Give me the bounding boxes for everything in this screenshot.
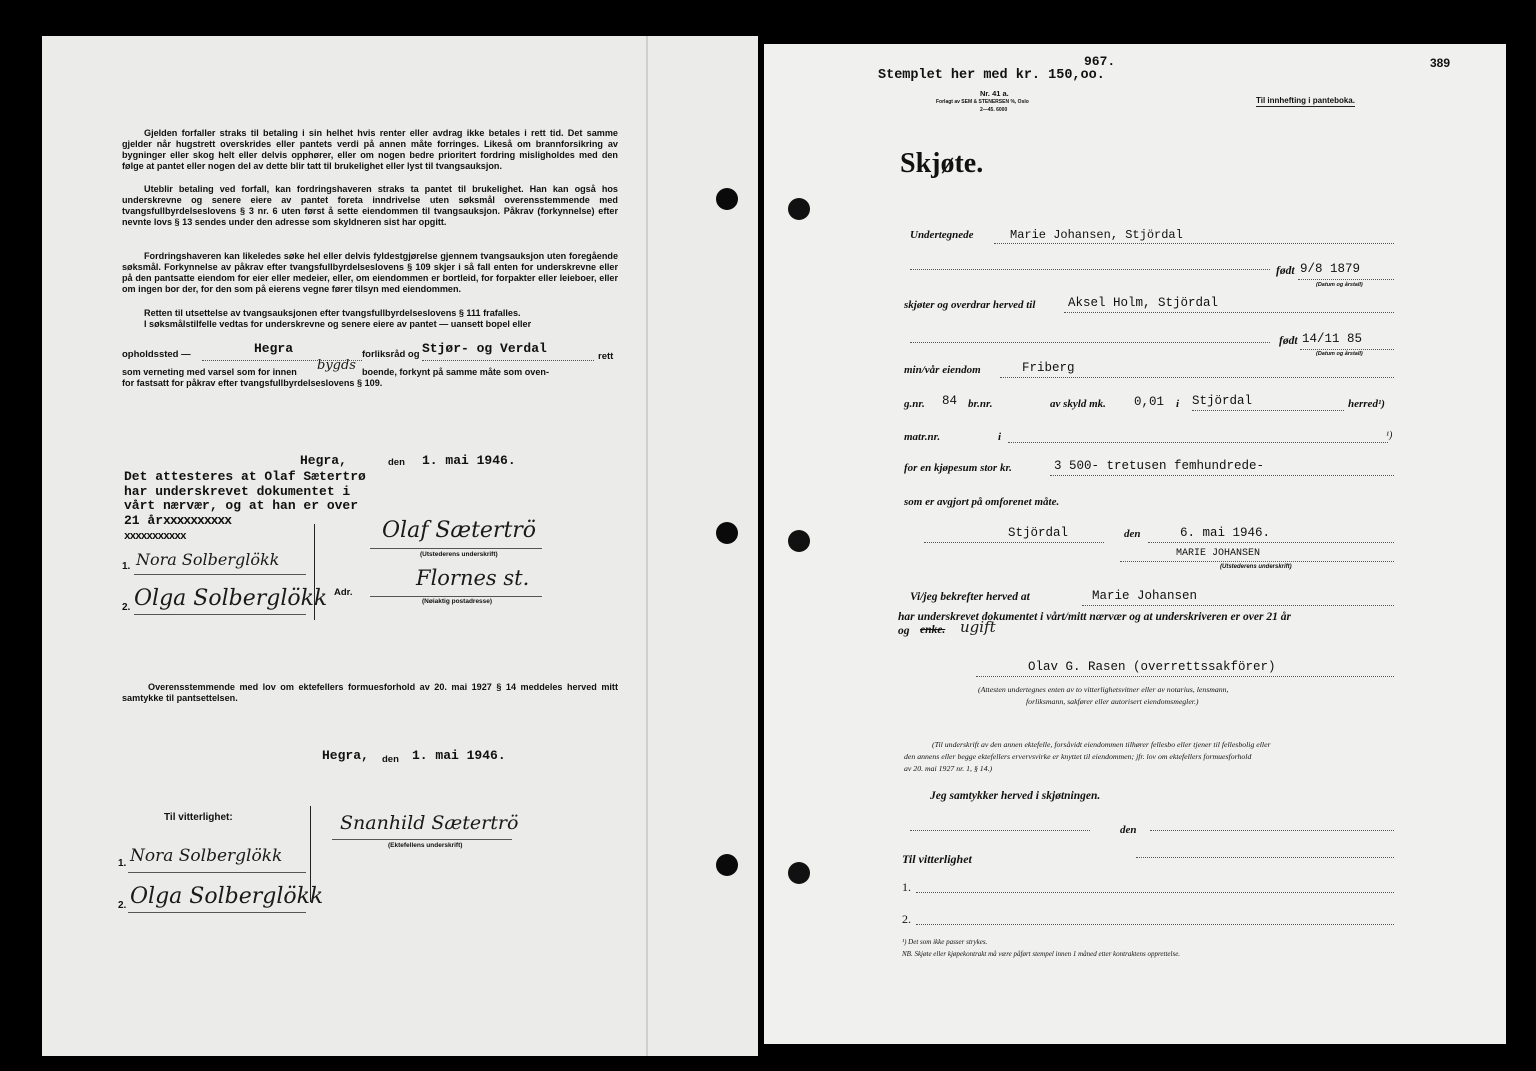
transfer-label: skjøter og overdrar herved til <box>904 299 1036 311</box>
binder-hole <box>716 854 738 876</box>
witness-2-num: 2. <box>122 602 131 613</box>
issuer-caption: (Utstederens underskrift) <box>420 551 498 558</box>
skyld-label: av skyld mk. <box>1050 398 1106 410</box>
place-2: Hegra, <box>322 748 369 763</box>
spouse-note-2: den annens eller begge ektefellers ervervsvirke er knyttet til eiendommen; jfr. lov om ektefellers formuesforhold <box>904 752 1252 761</box>
den-1: den <box>388 457 405 468</box>
attest-struck: xxxxxxxxxx <box>163 512 232 528</box>
property-value: Friberg <box>1022 361 1075 375</box>
vitterlighet-label: Til vitterlighet: <box>164 812 233 823</box>
price-value: 3 500- tretusen femhundrede- <box>1054 459 1265 473</box>
issuer-name: MARIE JOHANSEN <box>1176 548 1261 559</box>
witness-line-2-num: 2. <box>902 912 911 926</box>
place-1: Hegra, <box>300 453 347 468</box>
issuer-caption-right: (Utstederens underskrift) <box>1220 564 1292 570</box>
buyer-value: Aksel Holm, Stjördal <box>1068 296 1219 310</box>
venue-line2a: som verneting med varsel som for innen <box>122 367 297 377</box>
binder-hole <box>716 522 738 544</box>
attest-line-4: 21 år <box>124 512 164 528</box>
form-number: Nr. 41 a. <box>980 89 1009 98</box>
page-fold <box>646 36 648 1056</box>
council-label: forliksråd og <box>362 349 420 360</box>
print-info: 2—45. 6000 <box>980 107 1008 113</box>
attest-line-1: Det attesteres at Olaf Sætertrø <box>124 469 366 484</box>
confirm-name: Marie Johansen <box>1092 589 1198 603</box>
right-text: Retten til utsettelse av tvangsauksjonen efter tvangsfullbyrdelseslovens § 111 frafalles. <box>144 308 521 318</box>
conditions-text: Gjelden forfaller straks til betaling i sin helhet hvis renter eller avdrag ikke betales i rett tid. Det samme gjelder når hugstrett overskrides eller pantets verdi på annen måte forringes. Likeså om brannforsikring av bygninger eller skog helt eller delvis opphører, eller om nogen bedre prioritert fordring misligholdes med den følge at pantet eller nogen del av dette blir tatt til brukelighet eller lyst til tvangsauksjon. <box>122 128 618 172</box>
binder-hole <box>788 530 810 552</box>
sign-place: Stjördal <box>1008 526 1069 540</box>
binder-hole <box>716 188 738 210</box>
attest-line-3: vårt nærvær, og at han er over <box>124 498 359 513</box>
address-caption: (Nøiaktig postadresse) <box>422 598 493 605</box>
spouse-consent-text: Overensstemmende med lov om ektefellers formuesforhold av 20. mai 1927 § 14 meddeles herved mitt samtykke til pantsettelsen. <box>122 682 618 704</box>
venue-line2b: boende, forkynt på samme måte som oven- <box>362 367 549 377</box>
property-label: min/vår eiendom <box>904 364 981 376</box>
doc-number: 967. <box>1084 54 1116 69</box>
adr-label: Adr. <box>334 587 353 598</box>
footnote-1: ¹) Det som ikke passer strykes. <box>902 938 988 946</box>
witness-2: Olga Solberglökk <box>134 586 328 611</box>
date-caption-seller: (Datum og årstall) <box>1316 282 1363 288</box>
sign-date: 6. mai 1946. <box>1180 526 1271 540</box>
witness-line-1-num: 1. <box>902 880 911 894</box>
gnr-value: 84 <box>942 394 958 408</box>
page-number: 389 <box>1430 56 1451 70</box>
spouse-signature: Snanhild Sætertrö <box>340 812 519 834</box>
issuer-signature: Olaf Sætertrö <box>382 518 537 543</box>
municipality-value: Stjördal <box>1192 394 1253 408</box>
matr-i: i <box>998 431 1002 443</box>
consent-den: den <box>1120 824 1137 836</box>
sign-den: den <box>1124 528 1141 540</box>
born-label-seller: født <box>1276 265 1295 277</box>
attest-line-2: har underskrevet dokumentet i <box>124 483 351 499</box>
footnote-2: NB. Skjøte eller kjøpekontrakt må være påført stempel innen 1 måned etter kontraktens opprettelse. <box>902 950 1181 958</box>
failure-text: Uteblir betaling ved forfall, kan fordringshaveren straks ta pantet til brukelighet. Han kan også hos underskrevne og senere eiere av pantet foreta inndrivelse uten søksmål overensstemmende med tvangsfullbyrdelseslovens § 3 nr. 6 uten først å sette eiendommen til tvangsauksjon. Påkrav (forkynnelse) efter nevnte lovs § 13 sendes under den adresse som skyldneren sist har opgitt. <box>122 184 618 228</box>
witness-1-num: 1. <box>122 561 131 572</box>
claim-text: Fordringshaveren kan likeledes søke hel eller delvis fyldestgjørelse gjennem tvangsauksjon uten foregående søksmål. Forkynnelse av påkrav efter tvangsfullbyrdelseslovens § 109 skjer i så fall enten for underskrevne eller på den pantsatte eiendom for eier eller medeier, eller, om eiendommen er bortleid, for forpakter eller leieboer, eller om ingen bor der, for den som på eierens vegne fører tilsyn med eiendommen. <box>122 251 618 295</box>
buyer-born: 14/11 85 <box>1302 332 1363 346</box>
den-2: den <box>382 754 399 765</box>
council-value: Stjør- og Verdal <box>422 341 547 356</box>
confirm-line-2: har underskrevet dokumentet i vårt/mitt nærvær og at underskriveren er over 21 år <box>898 611 1291 623</box>
herred-label: herred¹) <box>1348 398 1385 410</box>
witness-struck: xxxxxxxxxxx <box>124 531 186 543</box>
price-label: for en kjøpesum stor kr. <box>904 462 1012 474</box>
spouse-note-1: (Til underskrift av den annen ektefelle, forsåvidt eiendommen tilhører fellesbo eller tjener til fellesbolig eller <box>932 740 1271 749</box>
stamp-line: Stemplet her med kr. 150,oo. <box>878 68 1105 83</box>
settled-text: som er avgjort på omforenet måte. <box>904 496 1060 508</box>
confirm-line-3: og <box>898 625 910 637</box>
seller-value: Marie Johansen, Stjördal <box>1010 228 1183 242</box>
right-page <box>764 44 1506 1044</box>
matr-note: ¹) <box>1386 430 1393 441</box>
date-2: 1. mai 1946. <box>412 748 506 763</box>
publisher: Forlagt av SEM & STENERSEN %, Oslo <box>936 99 1029 105</box>
witness-3: Nora Solberglökk <box>130 846 283 866</box>
vitterlighet-label-right: Til vitterlighet <box>902 852 972 866</box>
left-page <box>42 36 758 1056</box>
date-1: 1. mai 1946. <box>422 453 516 468</box>
date-caption-buyer: (Datum og årstall) <box>1316 351 1363 357</box>
spouse-note-3: av 20. mai 1927 nr. 1, § 14.) <box>904 764 993 773</box>
witness-1: Nora Solberglökk <box>136 550 280 569</box>
i-label: i <box>1176 398 1180 410</box>
attester-name: Olav G. Rasen (overrettssakförer) <box>1028 660 1276 674</box>
consent-text: Jeg samtykker herved i skjøtningen. <box>930 790 1101 802</box>
venue-hand: bygds <box>317 358 356 373</box>
insert-note: Til innhefting i panteboka. <box>1256 96 1355 105</box>
venue-line3: for fastsatt for påkrav efter tvangsfullbyrdelseslovens § 109. <box>122 378 383 388</box>
binder-hole <box>788 862 810 884</box>
skyld-value: 0,01 <box>1134 395 1165 409</box>
confirm-hand: ugift <box>960 618 996 636</box>
residence-value: Hegra <box>254 341 294 356</box>
attest-block <box>124 470 366 528</box>
confirm-struck: enke. <box>920 624 946 636</box>
residence-label: opholdssted — <box>122 349 191 360</box>
binder-hole <box>788 198 810 220</box>
address-value: Flornes st. <box>416 566 530 590</box>
witness-3-num: 1. <box>118 858 127 869</box>
spouse-caption: (Ektefellens underskrift) <box>388 842 463 849</box>
confirm-prefix: Vi/jeg bekrefter herved at <box>910 591 1030 603</box>
matr-label: matr.nr. <box>904 431 941 443</box>
born-label-buyer: født <box>1279 335 1298 347</box>
attester-note-2: forliksmann, sakfører eller autorisert eiendomsmegler.) <box>1026 697 1199 706</box>
gnr-label: g.nr. <box>904 398 925 410</box>
venue-text: I søksmålstilfelle vedtas for underskrevne og senere eiere av pantet — uansett bopel eller <box>144 319 532 329</box>
court-label: rett <box>598 351 614 362</box>
witness-4: Olga Solberglökk <box>130 884 324 909</box>
brnr-label: br.nr. <box>968 398 993 410</box>
witness-4-num: 2. <box>118 900 127 911</box>
attester-note-1: (Attesten undertegnes enten av to vitterlighetsvitner eller av notarius, lensmann, <box>978 685 1229 694</box>
undersigned-label: Undertegnede <box>910 229 974 241</box>
seller-born: 9/8 1879 <box>1300 262 1361 276</box>
document-title: Skjøte. <box>900 148 984 179</box>
